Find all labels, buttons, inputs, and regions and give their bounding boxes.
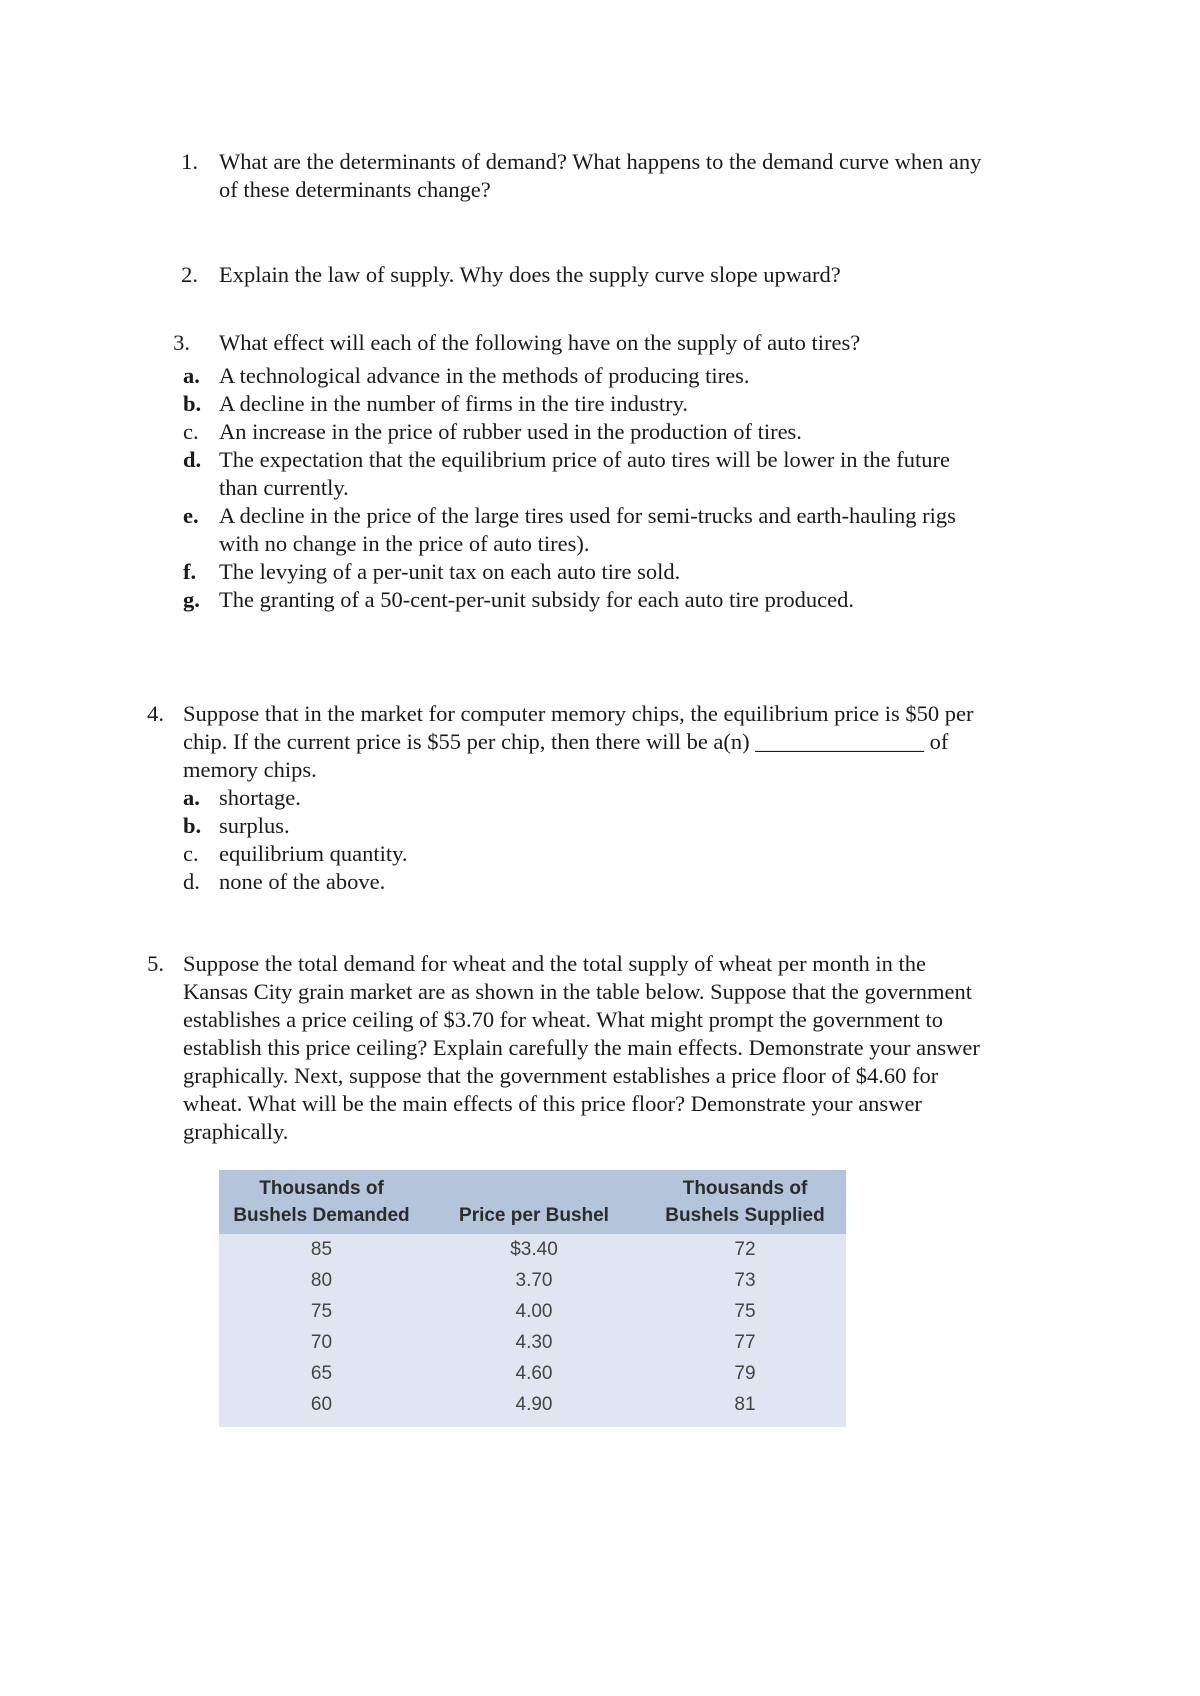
option-letter: a.	[183, 785, 200, 810]
table-row	[219, 1234, 846, 1265]
list-item-letter: a.	[183, 363, 200, 388]
option-text: shortage.	[219, 785, 301, 810]
question-text-line: Suppose that in the market for computer memory chips, the equilibrium price is $50 per	[183, 701, 974, 726]
question-text-line: wheat. What will be the main effects of this price floor? Demonstrate your answer	[183, 1091, 922, 1116]
header-supplied-line2: Bushels Supplied	[665, 1205, 825, 1226]
table-row	[219, 1296, 846, 1327]
cell-price: 4.90	[515, 1394, 553, 1415]
cell-price: 3.70	[515, 1270, 553, 1291]
cell-demanded: 70	[310, 1332, 333, 1353]
option-letter: c.	[183, 841, 199, 866]
cell-supplied: 75	[734, 1301, 756, 1322]
list-item-text: A technological advance in the methods of producing tires.	[219, 363, 750, 388]
list-item-text: An increase in the price of rubber used in the production of tires.	[219, 419, 802, 444]
question-text-line: What are the determinants of demand? What happens to the demand curve when any	[219, 149, 982, 174]
header-demanded-line1: Thousands of	[259, 1178, 384, 1199]
header-demanded-line2: Bushels Demanded	[233, 1205, 410, 1226]
cell-price: 4.00	[515, 1301, 553, 1322]
cell-price: $3.40	[510, 1239, 558, 1260]
question-text-line: graphically.	[183, 1119, 289, 1144]
question-text-line: establishes a price ceiling of $3.70 for wheat. What might prompt the government to	[183, 1007, 944, 1032]
cell-supplied: 73	[734, 1270, 756, 1291]
question-text-line: graphically. Next, suppose that the government establishes a price floor of $4.60 for	[183, 1063, 939, 1088]
list-item-letter: b.	[183, 391, 202, 416]
cell-demanded: 65	[310, 1363, 333, 1384]
table-row	[219, 1358, 846, 1389]
list-item-letter: e.	[183, 503, 199, 528]
option-letter: b.	[183, 813, 202, 838]
question-text-line: chip. If the current price is $55 per chip, then there will be a(n) _______________ of	[183, 729, 949, 754]
list-item-letter: c.	[183, 419, 199, 444]
list-item-letter: d.	[183, 447, 202, 472]
question-text-line: of these determinants change?	[219, 177, 491, 202]
option-text: none of the above.	[219, 869, 386, 894]
list-item-text: A decline in the price of the large tires used for semi-trucks and earth-hauling rigs	[219, 503, 956, 528]
cell-demanded: 85	[310, 1239, 333, 1260]
list-item-text: The granting of a 50-cent-per-unit subsidy for each auto tire produced.	[219, 587, 854, 612]
question-text-line: establish this price ceiling? Explain carefully the main effects. Demonstrate your answer	[183, 1035, 980, 1060]
question-text-line: Explain the law of supply. Why does the supply curve slope upward?	[219, 262, 841, 287]
cell-demanded: 80	[310, 1270, 333, 1291]
table-body	[219, 1234, 846, 1420]
question-text-line: memory chips.	[183, 757, 317, 782]
option-text: surplus.	[219, 813, 290, 838]
cell-supplied: 79	[734, 1363, 756, 1384]
option-letter: d.	[183, 869, 200, 894]
header-demanded	[219, 1175, 424, 1229]
list-item-letter: f.	[183, 559, 197, 584]
table-row	[219, 1389, 846, 1420]
cell-supplied: 72	[734, 1239, 756, 1260]
question-number: 1.	[181, 149, 198, 174]
list-item-letter: g.	[183, 587, 200, 612]
list-item-text: with no change in the price of auto tires).	[219, 531, 590, 556]
table-row	[219, 1265, 846, 1296]
question-number: 2.	[181, 262, 198, 287]
list-item-text: The expectation that the equilibrium price of auto tires will be lower in the future	[219, 447, 951, 472]
question-number: 4.	[147, 701, 164, 726]
cell-price: 4.30	[515, 1332, 553, 1353]
question-text-line: Kansas City grain market are as shown in the table below. Suppose that the government	[183, 979, 972, 1004]
header-supplied	[644, 1175, 846, 1229]
table-header	[219, 1170, 846, 1234]
list-item-text: than currently.	[219, 475, 349, 500]
option-text: equilibrium quantity.	[219, 841, 408, 866]
list-item-text: The levying of a per-unit tax on each auto tire sold.	[219, 559, 681, 584]
cell-supplied: 77	[734, 1332, 756, 1353]
question-text-line: What effect will each of the following have on the supply of auto tires?	[219, 330, 861, 355]
table-row	[219, 1327, 846, 1358]
cell-supplied: 81	[734, 1394, 756, 1415]
question-number: 5.	[147, 951, 164, 976]
wheat-supply-demand-table	[219, 1170, 846, 1427]
header-price: Price per Bushel	[459, 1205, 609, 1226]
header-supplied-line1: Thousands of	[682, 1178, 808, 1199]
question-text-line: Suppose the total demand for wheat and the total supply of wheat per month in the	[183, 951, 926, 976]
question-number: 3.	[173, 330, 190, 355]
cell-demanded: 75	[310, 1301, 333, 1322]
cell-price: 4.60	[515, 1363, 553, 1384]
list-item-text: A decline in the number of firms in the tire industry.	[219, 391, 689, 416]
cell-demanded: 60	[310, 1394, 333, 1415]
